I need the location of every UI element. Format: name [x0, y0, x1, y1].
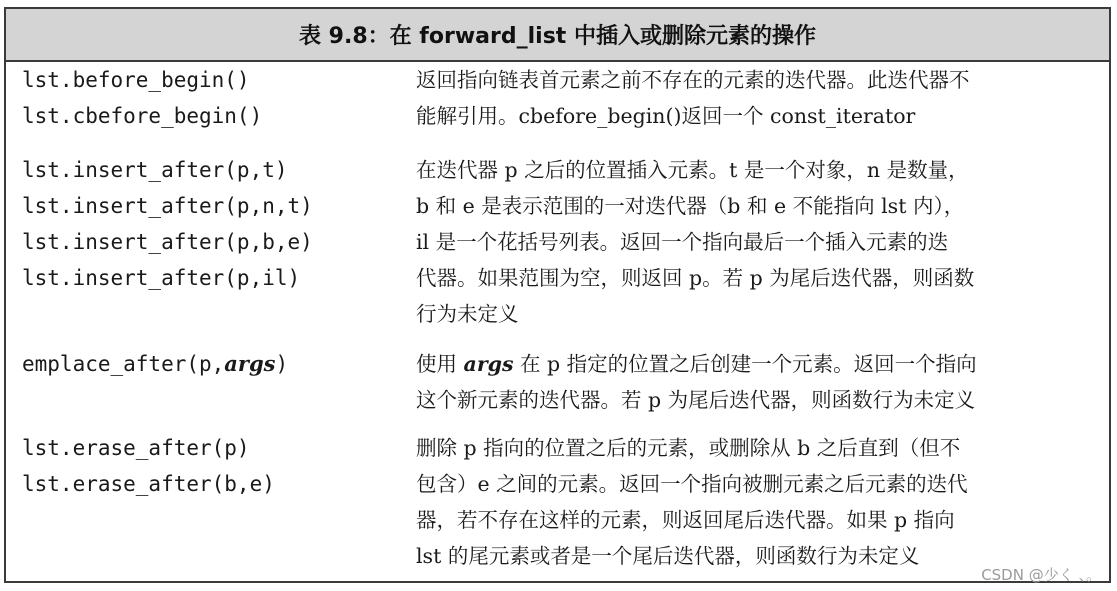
code-line [22, 346, 402, 382]
operation-description-cell [416, 152, 1111, 332]
description-line: 返回指向链表首元素之前不存在的元素的迭代器。此迭代器不 [416, 68, 970, 92]
operation-description-cell [416, 346, 1111, 418]
code-line: lst.before_begin() [22, 68, 250, 92]
description-line: b 和 e 是表示范围的一对迭代器（b 和 e 不能指向 lst 内）， [416, 194, 965, 218]
operation-description-cell [416, 62, 1111, 134]
table-title-text: 表 9.8：在 forward_list 中插入或删除元素的操作 [299, 24, 816, 49]
watermark-text: CSDN @少く 、。 [981, 566, 1101, 584]
description-line: 包含）e 之间的元素。返回一个指向被删元素之后元素的迭代 [416, 472, 968, 496]
code-line: lst.erase_after(b,e) [22, 472, 275, 496]
table-title [6, 9, 1109, 62]
code-line: lst.insert_after(p,il) [22, 266, 301, 290]
description-line: 在迭代器 p 之后的位置插入元素。t 是一个对象，n 是数量， [416, 158, 969, 182]
operation-code-cell [22, 430, 402, 502]
code-line: lst.insert_after(p,t) [22, 158, 288, 182]
operation-description-cell [416, 430, 1111, 574]
table-body [6, 62, 1109, 581]
code-suffix: ) [275, 352, 289, 376]
description-line: 删除 p 指向的位置之后的元素，或删除从 b 之后直到（但不 [416, 436, 961, 460]
code-arg: args [224, 351, 276, 376]
desc-part: 在 p 指定的位置之后创建一个元素。返回一个指向 [513, 352, 977, 376]
desc-part: 使用 [416, 352, 464, 376]
description-line: 代器。如果范围为空，则返回 p。若 p 为尾后迭代器，则函数 [416, 266, 975, 290]
description-line: 器，若不存在这样的元素，则返回尾后迭代器。如果 p 指向 [416, 508, 955, 532]
description-line [416, 346, 1111, 382]
operation-code-cell [22, 346, 402, 382]
code-line: lst.cbefore_begin() [22, 104, 263, 128]
code-prefix: emplace_after(p, [22, 352, 225, 376]
description-line: 这个新元素的迭代器。若 p 为尾后迭代器，则函数行为未定义 [416, 388, 976, 412]
operation-code-cell [22, 62, 402, 134]
description-line: lst 的尾元素或者是一个尾后迭代器，则函数行为未定义 [416, 544, 920, 568]
code-line: lst.insert_after(p,n,t) [22, 194, 313, 218]
desc-arg: args [463, 352, 514, 376]
description-line: 行为未定义 [416, 302, 519, 326]
description-line: il 是一个花括号列表。返回一个指向最后一个插入元素的迭 [416, 230, 949, 254]
description-line: 能解引用。cbefore_begin()返回一个 const_iterator [416, 104, 916, 128]
code-line: lst.insert_after(p,b,e) [22, 230, 313, 254]
operations-table [4, 7, 1111, 583]
operation-code-cell [22, 152, 402, 296]
code-line: lst.erase_after(p) [22, 436, 250, 460]
